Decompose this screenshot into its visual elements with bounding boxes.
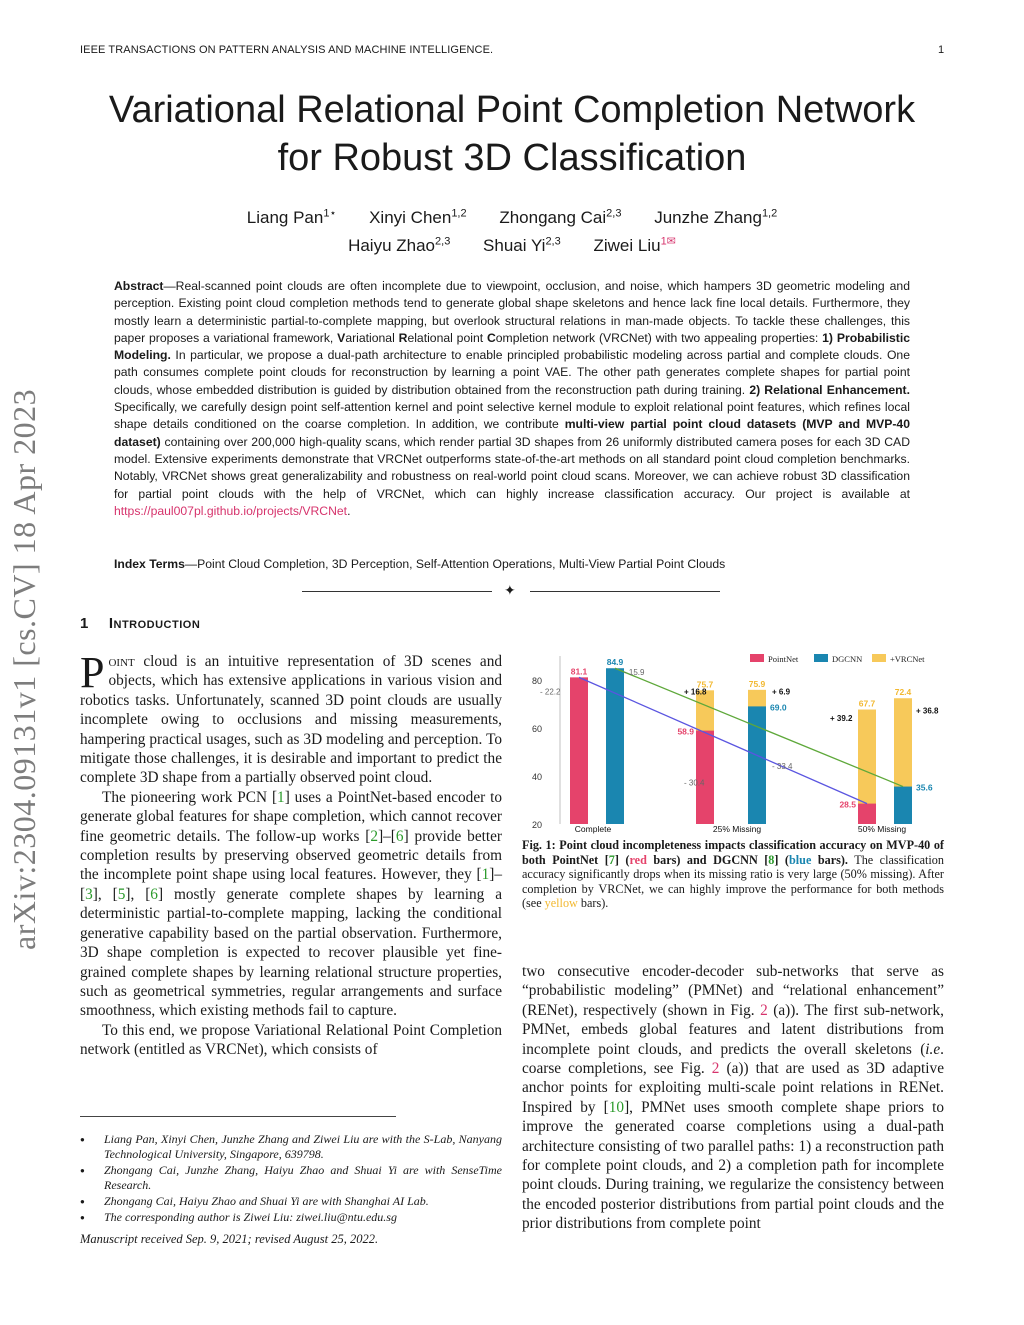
- title-line-1: Variational Relational Point Completion Network: [108, 89, 916, 131]
- project-link[interactable]: https://paul007pl.github.io/projects/VRCNet: [114, 503, 348, 518]
- value-label: 69.0: [770, 702, 787, 713]
- value-label: 81.1: [570, 666, 588, 677]
- abstract: Abstract—Real-scanned point clouds are often incomplete due to viewpoint, occlusion, and noise, which hampers 3D geometric modeling and perception. Existing point cloud completion methods tend to generate global shape skeletons and hence lack fine local details. Furthermore, they mostly learn a deterministic partial-to-complete mapping, but overlook structural relations in man-made objects. To tackle these challenges, this paper proposes a variational framework, Variational Relational point Completion network (VRCNet) with two appealing properties: 1) Probabilistic Modeling. In particular, we propose a dual-path architecture to enable principled probabilistic modeling across partial and complete clouds. One path consumes complete point clouds for reconstruction by learning a point VAE. The other path generates complete shapes for partial point clouds, whose embedded distribution is guided by distribution obtained from the reconstruction path during training. 2) Relational Enhancement. Specifically, we carefully design point self-attention kernel and point selective kernel module to exploit relational point features, which refines local shape details conditioned on the coarse completion. In addition, we contribute multi-view partial point cloud datasets (MVP and MVP-40 dataset) containing over 200,000 high-quality scans, which render partial 3D shapes from 26 uniformly distributed camera poses for each 3D CAD model. Extensive experiments demonstrate that VRCNet outperforms state-of-the-art methods on all standard point cloud completion benchmarks. Notably, VRCNet shows great generalizability and robustness on real-world point cloud scans. Moreover, we can achieve robust 3D classification for partial point clouds with the help of VRCNet, which can highly increase classification accuracy. Our project is available at https://paul007pl.github.io/projects/VRCNet.: [114, 279, 910, 518]
- gain-label: + 36.8: [916, 706, 939, 716]
- figure-1-chart: [518, 652, 944, 836]
- citation-link[interactable]: 5: [117, 885, 126, 903]
- value-label: 28.5: [839, 799, 856, 810]
- figure-link[interactable]: 2: [760, 1001, 768, 1019]
- legend-label: +VRCNet: [890, 654, 925, 664]
- value-label: 67.7: [858, 698, 876, 709]
- pointnet-bar-25: [696, 731, 714, 824]
- index-terms: Index Terms—Point Cloud Completion, 3D Perception, Self-Attention Operations, Multi-View Partial Point Clouds: [114, 557, 726, 571]
- drop-label: - 22.2: [540, 687, 561, 697]
- paper-title: [60, 86, 964, 182]
- value-label: 58.9: [677, 726, 694, 737]
- pointnet-bar-complete: [570, 677, 588, 824]
- drop-label: - 33.4: [772, 761, 793, 771]
- value-label: 75.9: [748, 678, 766, 689]
- intro-left-column: [80, 648, 502, 1060]
- author: Ziwei Liu$^{1✉}$: [593, 235, 676, 256]
- footnote-item: ● The corresponding author is Ziwei Liu: ziwei.liu@ntu.edu.sg: [80, 1210, 502, 1225]
- citation-link[interactable]: 10: [608, 1098, 625, 1116]
- arxiv-stamp: arXiv:2304.09131v1 [cs.CV] 18 Apr 2023: [6, 388, 42, 950]
- author-list: [60, 201, 964, 258]
- value-label: 72.4: [894, 687, 912, 698]
- section-divider: [302, 583, 722, 599]
- value-label: 84.9: [606, 657, 624, 668]
- section-heading: 1 Introduction: [80, 615, 201, 632]
- legend-label: PointNet: [768, 654, 799, 664]
- x-category-label: 50% Missing: [857, 824, 907, 834]
- title-line-2: for Robust 3D Classification: [277, 137, 747, 179]
- gain-label: + 16.8: [684, 687, 707, 697]
- citation-link[interactable]: 2: [370, 827, 379, 845]
- footnote-rule: [80, 1116, 396, 1117]
- intro-right-column: [522, 962, 944, 1234]
- intro-paragraph: The pioneering work PCN [1] uses a PointNet-based encoder to generate global features for shape completion, which cannot recover fine geometric details. The follow-up works [2]–[6] provide better completion results by preserving observed geometric details from the incomplete point shape using local features. However, they [1]–[3], [5], [6] mostly generate complete shapes by learning a deterministic partial-to-complete mapping, lacking the conditional generative capability based on the partial observation. Furthermore, 3D shape completion is expected to recover plausible yet fine-grained complete shapes by learning relational structure properties, such as geometrical symmetries, regular arrangements and surface smoothness, which existing methods fail to capture.: [80, 788, 502, 1020]
- gain-label: + 6.9: [772, 687, 791, 697]
- citation-link[interactable]: 3: [85, 885, 93, 903]
- x-category-label: 25% Missing: [712, 824, 762, 834]
- drop-label: - 30.4: [684, 778, 705, 788]
- citation-link[interactable]: 1: [277, 788, 285, 806]
- citation-link[interactable]: 1: [481, 866, 490, 884]
- x-category-label: Complete: [574, 824, 612, 834]
- citation-link[interactable]: 7: [608, 852, 615, 867]
- author: Xinyi Chen$^{1,2}$: [369, 207, 467, 227]
- intro-paragraph: Point cloud is an intuitive representation of 3D scenes and objects, which has extensive applications in various vision and robotics tasks. Unfortunately, scanned 3D point clouds are usually incomplete owing to occlusions and missing measurements, hampering practical usages, such as 3D modeling and perception. To mitigate those challenges, it is desirable and important to predict the complete 3D shape from a partially observed point cloud.: [80, 648, 502, 787]
- legend-label: DGCNN: [832, 654, 863, 664]
- gain-label: + 39.2: [830, 713, 853, 723]
- footnote-item: ● Liang Pan, Xinyi Chen, Junzhe Zhang and Ziwei Liu are with the S-Lab, Nanyang Technological University, Singapore, 639798.: [80, 1132, 502, 1162]
- footnotes: [80, 1132, 502, 1226]
- y-tick-label: 80: [532, 676, 543, 686]
- legend-swatch: [750, 654, 764, 662]
- intro-paragraph: To this end, we propose Variational Relational Point Completion network (entitled as VRCNet), which consists of: [80, 1021, 502, 1059]
- legend-swatch: [872, 654, 886, 662]
- figure-link[interactable]: 2: [711, 1060, 720, 1078]
- pointnet-bar-50: [858, 804, 876, 824]
- intro-paragraph: two consecutive encoder-decoder sub-networks that serve as “probabilistic modeling” (PMNet) and “relational enhancement” (RENet), respectively (shown in Fig. 2 (a)). The first sub-network, PMNet, embeds global features and latent distributions from incomplete point clouds, and predicts the overall skeletons (i.e. coarse completions, see Fig. 2 (a)) that are used as 3D adaptive anchor points for exploiting multi-scale point relations in RENet. Inspired by [10], PMNet uses smooth complete shape priors to improve the generated coarse completions using a dual-path architecture consisting of two parallel paths: 1) a reconstruction path for complete point clouds, and 2) a completion path for incomplete point clouds. During training, we regularize the consistency between the encoded posterior distributions from partial point clouds and the prior distributions from complete point: [522, 963, 944, 1233]
- y-tick-label: 60: [532, 724, 543, 734]
- y-tick-label: 40: [532, 772, 543, 782]
- value-label: 35.6: [916, 782, 933, 793]
- author: Haiyu Zhao$^{2,3}$: [348, 235, 451, 256]
- citation-link[interactable]: 6: [150, 885, 158, 903]
- author: Zhongang Cai$^{2,3}$: [499, 207, 622, 227]
- drop-label: - 15.9: [624, 668, 645, 678]
- manuscript-note: Manuscript received Sep. 9, 2021; revised August 25, 2022.: [80, 1232, 379, 1246]
- y-tick-label: 20: [532, 820, 543, 830]
- value-label: 75.7: [696, 679, 714, 690]
- author: Junzhe Zhang$^{1,2}$: [654, 207, 778, 227]
- dgcnn-bar-50: [894, 787, 912, 824]
- page-number: 1: [938, 44, 945, 56]
- author: Liang Pan$^{1⋆}$: [246, 207, 337, 227]
- figure-caption: Fig. 1: Point cloud incompleteness impacts classification accuracy on MVP-40 of both PointNet [7] (red bars) and DGCNN [8] (blue bars). The classification accuracy significantly drops when its missing ratio is very large (50% missing). After completion by VRCNet, we can highly improve the performance for both methods (see yellow bars).: [522, 838, 944, 910]
- divider-diamond-icon: ✦: [504, 584, 516, 599]
- legend-swatch: [814, 654, 828, 662]
- dgcnn-bar-complete: [606, 668, 624, 824]
- footnote-item: ● Zhongang Cai, Haiyu Zhao and Shuai Yi are with Shanghai AI Lab.: [80, 1194, 502, 1209]
- citation-link[interactable]: 8: [768, 852, 775, 867]
- journal-header: IEEE TRANSACTIONS ON PATTERN ANALYSIS AND MACHINE INTELLIGENCE.: [80, 44, 494, 56]
- citation-link[interactable]: 6: [395, 827, 404, 845]
- author: Shuai Yi$^{2,3}$: [483, 235, 561, 256]
- footnote-item: ● Zhongang Cai, Junzhe Zhang, Haiyu Zhao and Shuai Yi are with SenseTime Research.: [80, 1163, 502, 1193]
